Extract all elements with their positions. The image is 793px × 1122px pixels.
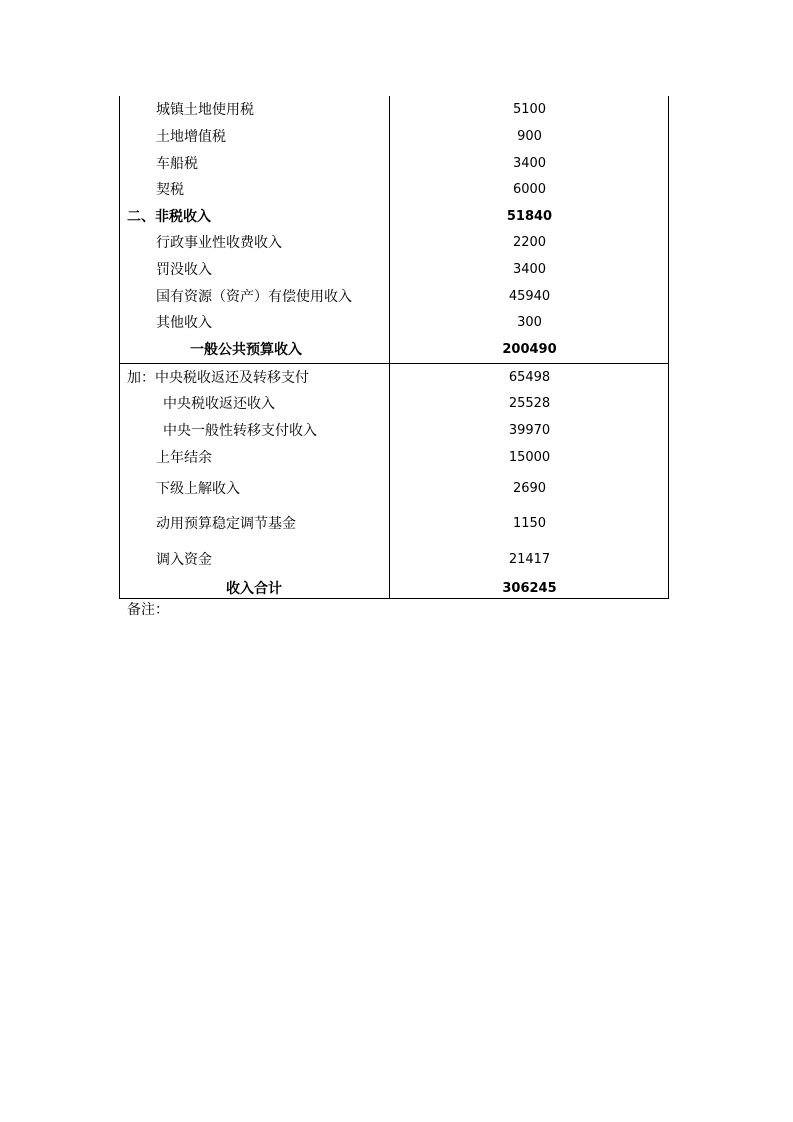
row-value: 900	[517, 129, 542, 144]
row-value: 200490	[502, 342, 557, 357]
row-label: 罚没收入	[156, 262, 212, 278]
row-value: 3400	[512, 156, 547, 171]
row-label: 调入资金	[156, 552, 212, 568]
row-label: 契税	[156, 182, 184, 198]
row-label: 行政事业性收费收入	[156, 235, 282, 251]
row-label: 中央一般性转移支付收入	[163, 423, 317, 439]
row-value: 1150	[512, 516, 547, 531]
row-label: 中央税收返还收入	[163, 396, 275, 412]
table-section-divider	[119, 363, 669, 364]
row-value: 300	[517, 315, 542, 330]
revenue-table	[119, 96, 669, 599]
row-value: 25528	[508, 396, 551, 411]
row-label: 加：中央税收返还及转移支付	[127, 370, 309, 386]
note-label: 备注：	[127, 602, 169, 618]
row-label: 收入合计	[226, 581, 282, 597]
row-value: 2690	[512, 481, 547, 496]
row-label: 二、非税收入	[127, 209, 211, 225]
row-value: 6000	[512, 182, 547, 197]
table-left-border	[119, 96, 120, 599]
row-label: 车船税	[156, 156, 198, 172]
row-label: 下级上解收入	[156, 481, 240, 497]
row-label: 其他收入	[156, 315, 212, 331]
table-bottom-border	[119, 598, 669, 599]
row-value: 306245	[502, 581, 557, 596]
row-value: 65498	[508, 370, 551, 385]
row-label: 土地增值税	[156, 129, 226, 145]
row-label: 上年结余	[156, 450, 212, 466]
row-value: 15000	[508, 450, 551, 465]
row-value: 3400	[512, 262, 547, 277]
row-label: 城镇土地使用税	[156, 102, 254, 118]
row-value: 21417	[508, 552, 551, 567]
row-label: 一般公共预算收入	[190, 342, 302, 358]
row-value: 45940	[508, 289, 551, 304]
row-value: 5100	[512, 102, 547, 117]
row-label: 国有资源（资产）有偿使用收入	[156, 289, 352, 305]
row-value: 51840	[506, 209, 553, 224]
row-value: 2200	[512, 235, 547, 250]
row-label: 动用预算稳定调节基金	[156, 516, 296, 532]
row-value: 39970	[508, 423, 551, 438]
